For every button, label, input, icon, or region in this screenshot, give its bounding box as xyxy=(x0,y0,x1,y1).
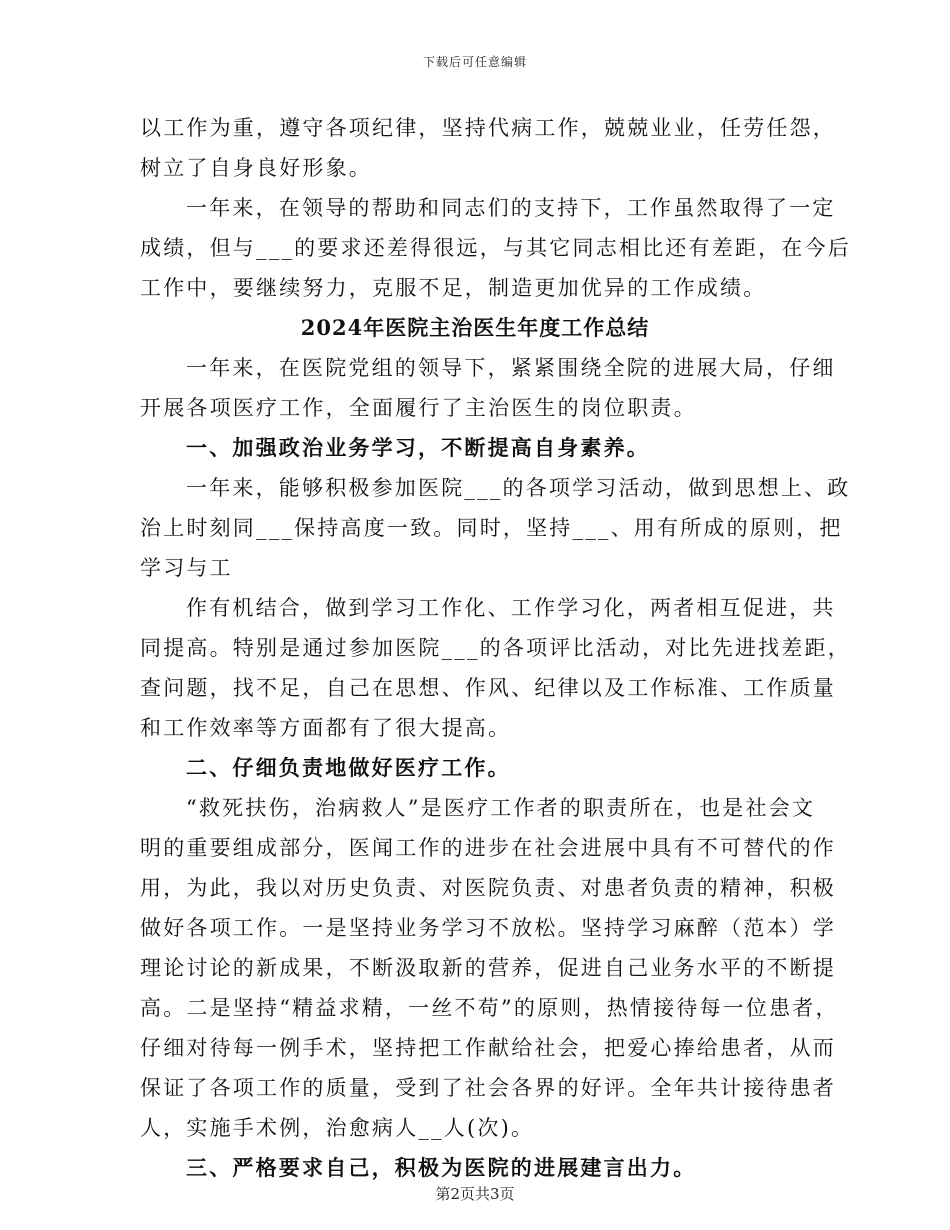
paragraph-line: 用，为此，我以对历史负责、对医院负责、对患者负责的精神，积极 xyxy=(140,876,836,900)
paragraph-line: “救死扶伤，治病救人”是医疗工作者的职责所在，也是社会文 xyxy=(186,796,816,820)
paragraph-line: 一年来，能够积极参加医院___的各项学习活动，做到思想上、政 xyxy=(186,476,851,500)
paragraph-line: 保证了各项工作的质量，受到了社会各界的好评。全年共计接待患者 xyxy=(140,1076,836,1100)
paragraph-line: 明的重要组成部分，医闻工作的进步在社会进展中具有不可替代的作 xyxy=(140,836,836,860)
paragraph-line: 理论讨论的新成果，不断汲取新的营养，促进自己业务水平的不断提 xyxy=(140,956,836,980)
paragraph-line: 同提高。特别是通过参加医院___的各项评比活动，对比先进找差距， xyxy=(140,636,851,660)
paragraph-line: 仔细对待每一例手术，坚持把工作献给社会，把爱心捧给患者，从而 xyxy=(140,1036,836,1060)
paragraph-line: 开展各项医疗工作，全面履行了主治医生的岗位职责。 xyxy=(140,396,697,420)
paragraph-line: 一年来，在领导的帮助和同志们的支持下，工作虽然取得了一定 xyxy=(186,196,836,220)
paragraph-line: 树立了自身良好形象。 xyxy=(140,156,372,180)
paragraph-line: 学习与工 xyxy=(140,556,233,580)
paragraph-line: 高。二是坚持“精益求精，一丝不苟”的原则，热情接待每一位患者， xyxy=(140,996,839,1020)
page-number: 第2页共3页 xyxy=(435,1185,515,1203)
paragraph-line: 工作中，要继续努力，克服不足，制造更加优异的工作成绩。 xyxy=(140,276,767,300)
document-body xyxy=(140,108,851,1188)
section-heading: 二、仔细负责地做好医疗工作。 xyxy=(186,755,511,780)
paragraph-line: 做好各项工作。一是坚持业务学习不放松。坚持学习麻醉（范本）学 xyxy=(140,916,836,940)
paragraph-line: 治上时刻同___保持高度一致。同时，坚持___、用有所成的原则，把 xyxy=(140,516,843,540)
paragraph-line: 一年来，在医院党组的领导下，紧紧围绕全院的进展大局，仔细 xyxy=(186,356,836,380)
section-heading: 一、加强政治业务学习，不断提高自身素养。 xyxy=(186,435,650,460)
paragraph-line: 查问题，找不足，自己在思想、作风、纪律以及工作标准、工作质量 xyxy=(140,676,836,700)
document-title: 2024年医院主治医生年度工作总结 xyxy=(300,315,650,340)
paragraph-line: 作有机结合，做到学习工作化、工作学习化，两者相互促进，共 xyxy=(186,596,836,620)
paragraph-line: 成绩，但与___的要求还差得很远，与其它同志相比还有差距，在今后 xyxy=(140,236,851,260)
paragraph-line: 以工作为重，遵守各项纪律，坚持代病工作，兢兢业业，任劳任怨， xyxy=(140,116,836,140)
paragraph-line: 和工作效率等方面都有了很大提高。 xyxy=(140,716,512,740)
page-header: 下载后可任意编辑 xyxy=(422,55,527,69)
section-heading: 三、严格要求自己，积极为医院的进展建言出力。 xyxy=(186,1155,697,1180)
paragraph-line: 人，实施手术例，治愈病人__人(次)。 xyxy=(140,1116,535,1140)
